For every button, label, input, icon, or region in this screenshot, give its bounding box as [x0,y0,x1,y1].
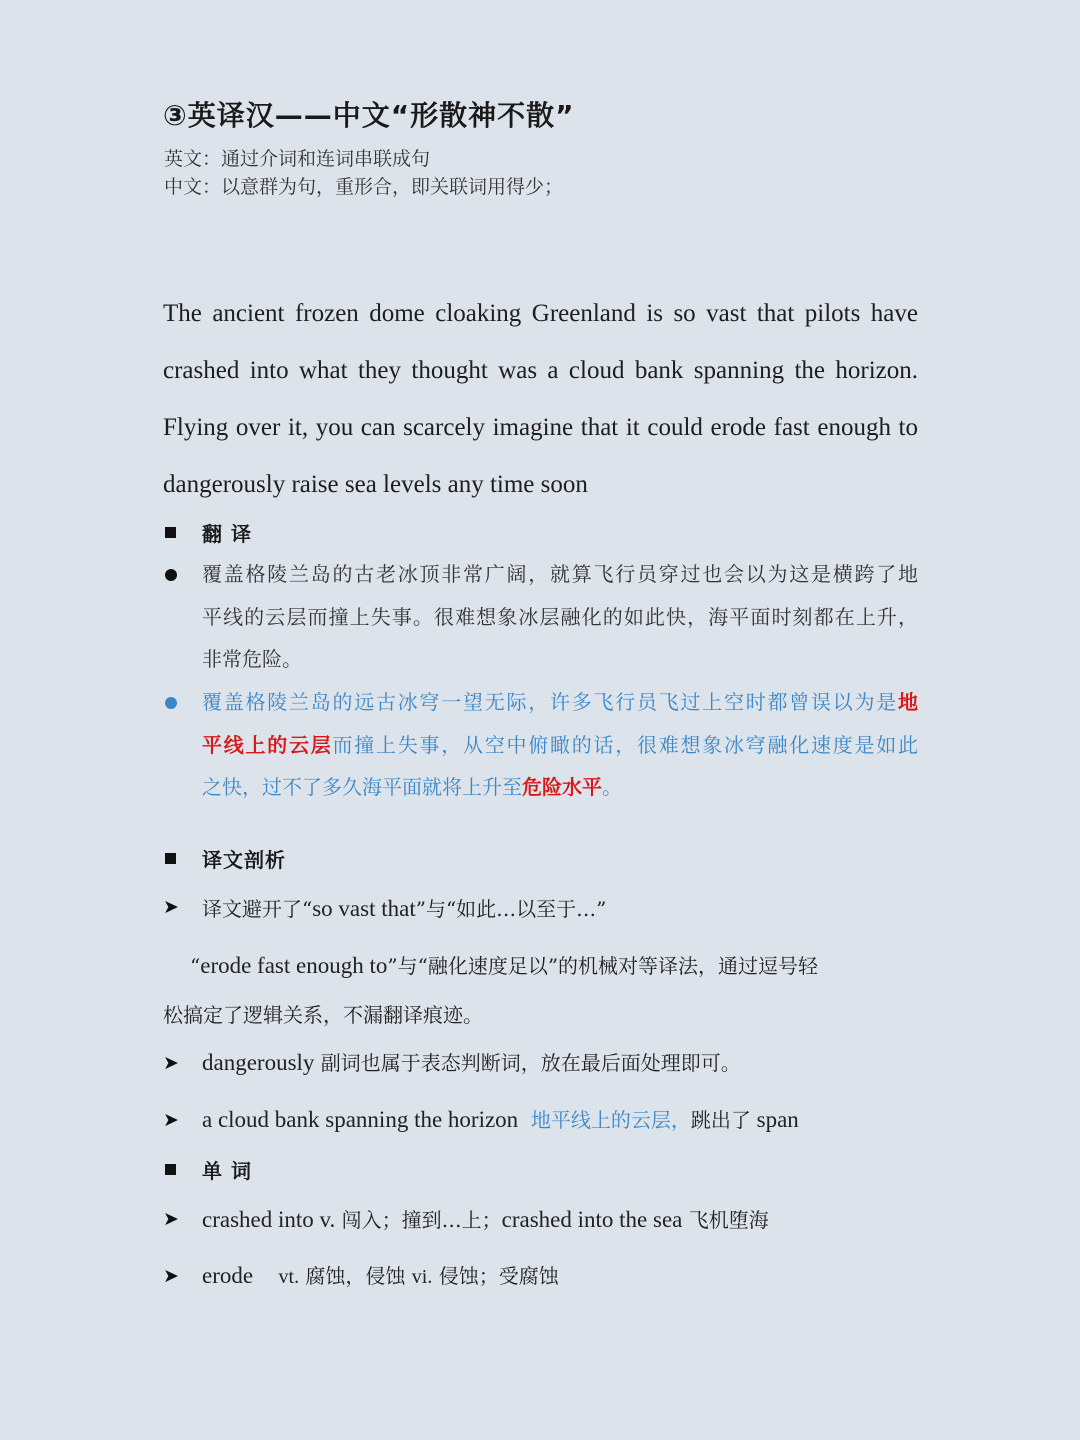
vocab-english: erode [202,1263,254,1288]
vocab-english: vt. [278,1266,300,1288]
arrowhead-icon: ➤ [163,1265,179,1287]
bullet-dot-icon [165,569,177,581]
analysis-text: “ [190,954,201,978]
english-line: crashed into what they thought was a cloud bank spanning the horizon. [163,357,918,384]
translation-line: 覆盖格陵兰岛的古老冰顶非常广阔，就算飞行员穿过也会以为这是横跨了地 [202,562,918,586]
highlight-text: 地 [898,690,918,714]
arrowhead-icon: ➤ [163,896,179,918]
vocab-text: 飞机堕海 [682,1208,769,1232]
analysis-english: so vast that [312,896,416,921]
subtitle-english: 英文：通过介词和连词串联成句 [164,148,431,170]
section-heading-translation [165,517,252,547]
analysis-paragraph-line [190,950,818,979]
analysis-point-3 [202,1104,799,1133]
section-heading-vocab [165,1154,252,1184]
arrowhead-icon: ➤ [163,1109,179,1131]
vocab-text: 侵蚀；受腐蚀 [432,1264,559,1288]
analysis-english: dangerously [202,1050,315,1075]
section-label: 单 词 [202,1158,252,1183]
section-heading-analysis [165,843,286,873]
translation-text: 而撞上失事，从空中俯瞰的话，很难想象冰穹融化速度是如此 [332,732,918,757]
english-passage [163,285,918,513]
vocab-item-1 [202,1204,769,1233]
vocab-text: 腐蚀，侵蚀 [299,1264,412,1288]
translation-text: 之快，过不了多久海平面就将上升至 [202,775,522,799]
bullet-dot-icon [165,697,177,709]
section-label: 译文剖析 [202,847,286,872]
analysis-text: ”与“如此…以至于…” [415,897,607,921]
highlight-text: 危险水平 [522,775,602,799]
analysis-point-1 [202,893,606,922]
analysis-text: 译文避开了“ [202,897,313,921]
subtitle-chinese: 中文：以意群为句，重形合，即关联词用得少； [164,176,564,198]
analysis-text: ”与“融化速度足以”的机械对等译法，通过逗号轻 [387,954,819,978]
highlight-text: 平线上的云层 [202,732,333,757]
vocab-text: 闯入；撞到…上； [335,1208,502,1232]
black-square-icon [165,853,176,864]
vocab-english: crashed into the sea [501,1207,683,1232]
english-line: Flying over it, you can scarcely imagine that it could erode fast enough to [163,414,918,441]
translation-line: 非常危险。 [202,647,302,671]
black-square-icon [165,1164,176,1175]
analysis-english: span [750,1107,799,1132]
english-line: dangerously raise sea levels any time soon [163,471,588,498]
analysis-point-2 [202,1047,741,1076]
translation-line [202,681,918,724]
translation-line [202,766,918,809]
arrowhead-icon: ➤ [163,1208,179,1230]
translation-line: 平线的云层而撞上失事。很难想象冰层融化的如此快，海平面时刻都在上升， [202,604,918,629]
analysis-text: 跳出了 [690,1108,751,1132]
translation-version-2 [202,681,918,809]
analysis-highlight: 地平线上的云层， [530,1108,691,1132]
analysis-english: a cloud bank spanning the horizon [202,1107,519,1132]
page-title: ③英译汉——中文“形散神不散” [163,99,575,132]
black-square-icon [165,527,176,538]
arrowhead-icon: ➤ [163,1052,179,1074]
analysis-paragraph-line: 松搞定了逻辑关系，不漏翻译痕迹。 [163,1003,483,1027]
analysis-english: erode fast enough to [200,953,388,978]
vocab-item-2 [202,1260,559,1289]
vocab-english: crashed into v. [202,1207,336,1232]
english-line: The ancient frozen dome cloaking Greenland is so vast that pilots have [163,300,918,327]
vocab-english: vi. [411,1266,433,1288]
section-label: 翻 译 [202,521,252,546]
analysis-text: 副词也属于表态判断词，放在最后面处理即可。 [314,1051,741,1075]
translation-version-1 [202,553,918,681]
translation-line [202,724,918,767]
translation-text: 。 [602,775,622,799]
translation-text: 覆盖格陵兰岛的远古冰穹一望无际，许多飞行员飞过上空时都曾误以为是 [202,690,898,714]
